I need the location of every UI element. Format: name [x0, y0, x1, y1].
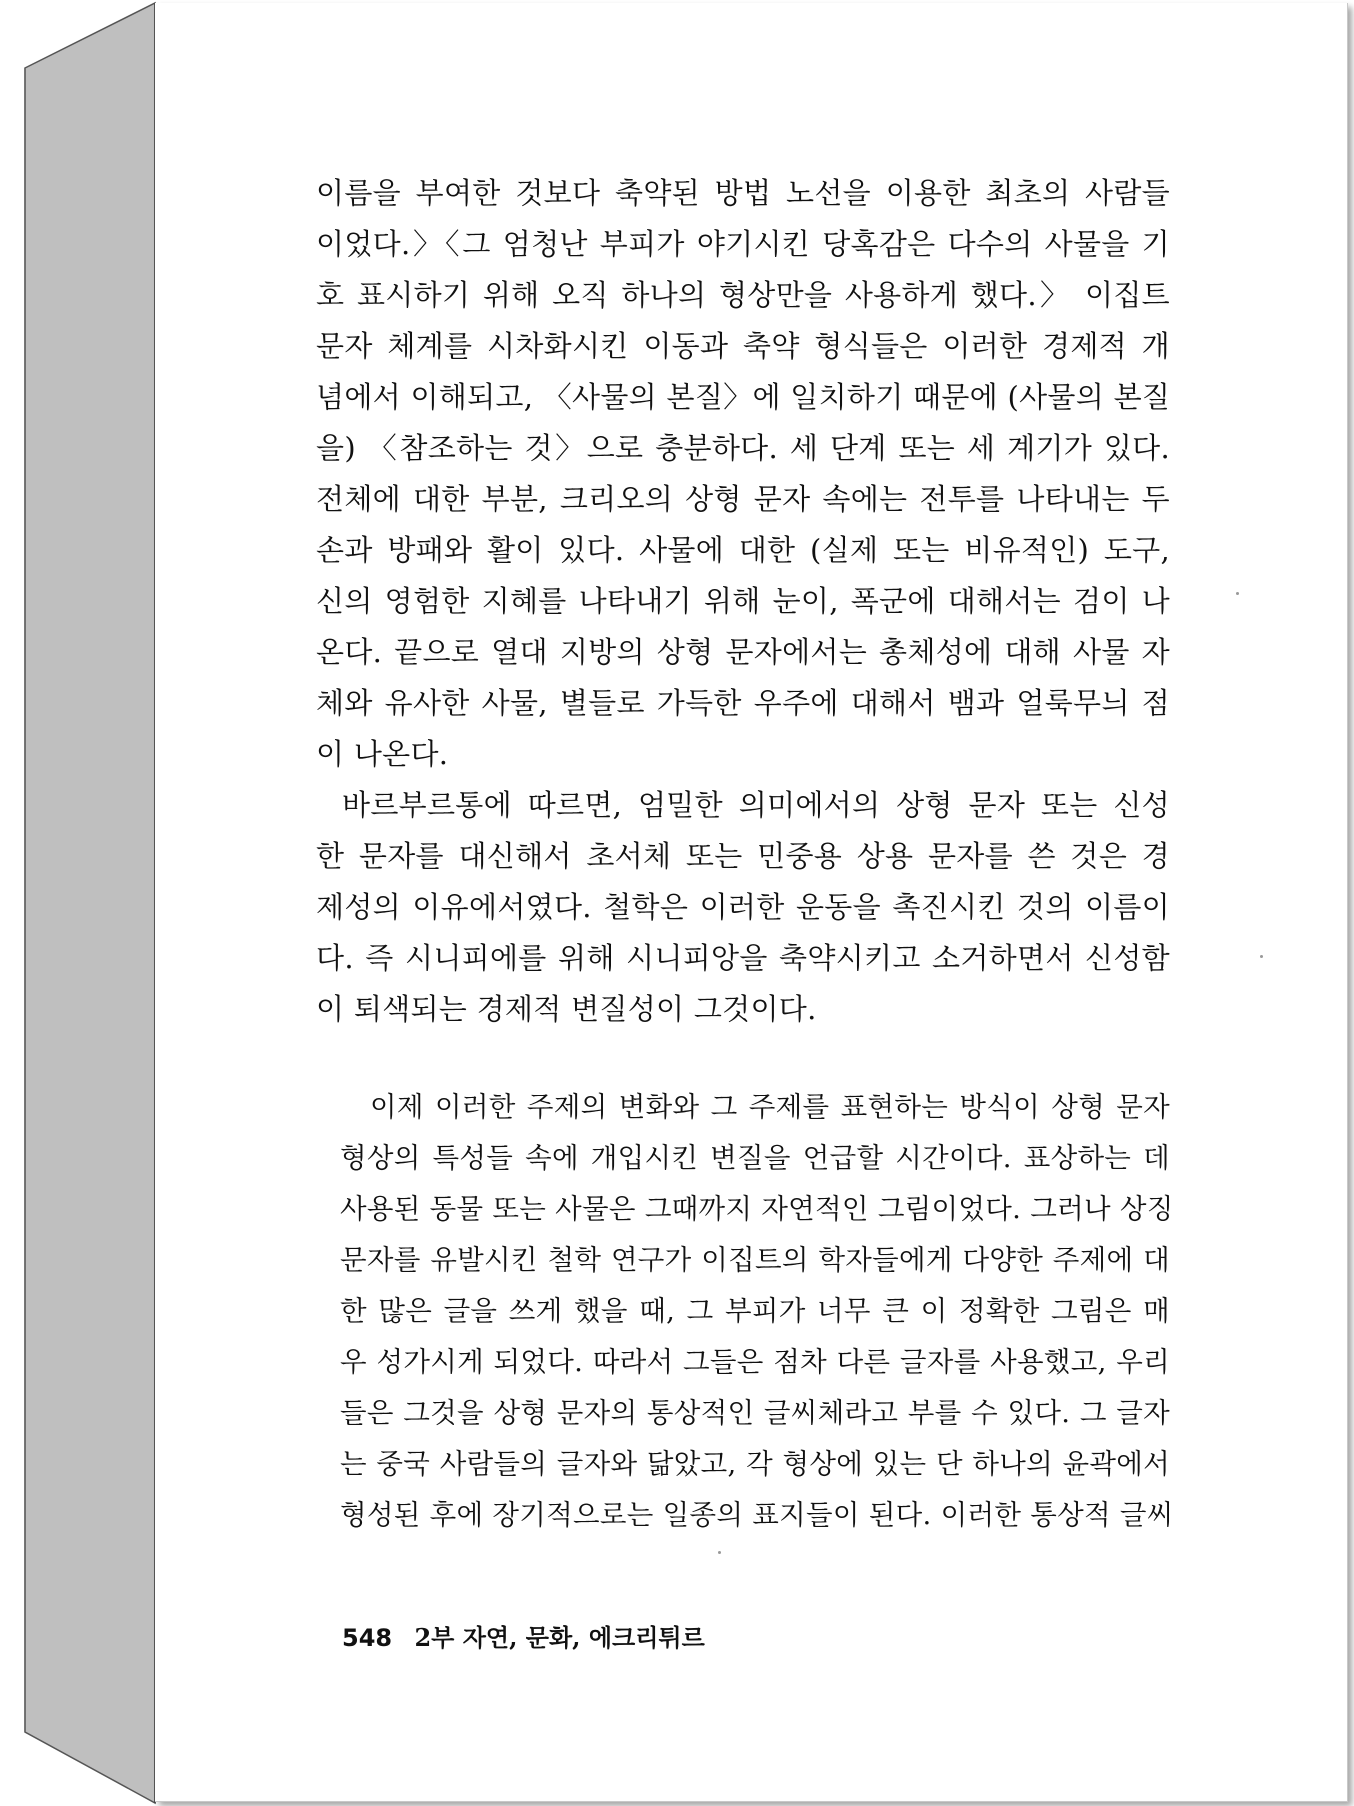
scan-speck — [1236, 592, 1239, 595]
text-line: 호 표시하기 위해 오직 하나의 형상만을 사용하게 했다.〉 이집트 — [316, 278, 1170, 312]
text-line: 사용된 동물 또는 사물은 그때까지 자연적인 그림이었다. 그러나 상징 — [340, 1193, 1174, 1225]
text-line: 문자 체계를 시차화시킨 이동과 축약 형식들은 이러한 경제적 개 — [316, 329, 1170, 363]
text-line: 손과 방패와 활이 있다. 사물에 대한 (실제 또는 비유적인) 도구, — [316, 533, 1170, 567]
text-line: 념에서 이해되고, 〈사물의 본질〉에 일치하기 때문에 (사물의 본질 — [316, 380, 1171, 414]
text-line: 우 성가시게 되었다. 따라서 그들은 점차 다른 글자를 사용했고, 우리 — [340, 1346, 1170, 1378]
quotation-block — [340, 1082, 1174, 1541]
page-number: 548 — [342, 1624, 393, 1652]
text-line: 다. 즉 시니피에를 위해 시니피앙을 축약시키고 소거하면서 신성함 — [316, 941, 1170, 975]
text-line: 는 중국 사람들의 글자와 닮았고, 각 형상에 있는 단 하나의 윤곽에서 — [340, 1448, 1170, 1480]
text-line: 형상의 특성들 속에 개입시킨 변질을 언급할 시간이다. 표상하는 데 — [340, 1142, 1170, 1174]
text-line: 한 많은 글을 쓰게 했을 때, 그 부피가 너무 큰 이 정확한 그림은 매 — [340, 1295, 1170, 1327]
scan-speck — [718, 1551, 721, 1554]
page-footer — [342, 1618, 705, 1653]
text-line: 문자를 유발시킨 철학 연구가 이집트의 학자들에게 다양한 주제에 대 — [340, 1244, 1170, 1276]
text-line: 이 나온다. — [316, 737, 449, 771]
text-line: 바르부르통에 따르면, 엄밀한 의미에서의 상형 문자 또는 신성 — [342, 788, 1170, 822]
text-line: 이 퇴색되는 경제적 변질성이 그것이다. — [316, 992, 817, 1026]
text-line: 을) 〈참조하는 것〉으로 충분하다. 세 단계 또는 세 계기가 있다. — [316, 431, 1170, 465]
text-line: 들은 그것을 상형 문자의 통상적인 글씨체라고 부를 수 있다. 그 글자 — [340, 1397, 1170, 1429]
paragraph-block-upper — [316, 168, 1170, 1035]
text-line: 체와 유사한 사물, 별들로 가득한 우주에 대해서 뱀과 얼룩무늬 점 — [316, 686, 1170, 720]
running-head: 2부 자연, 문화, 에크리튀르 — [414, 1623, 705, 1652]
text-line: 신의 영험한 지혜를 나타내기 위해 눈이, 폭군에 대해서는 검이 나 — [316, 584, 1170, 618]
text-line: 한 문자를 대신해서 초서체 또는 민중용 상용 문자를 쓴 것은 경 — [316, 839, 1170, 873]
text-line: 제성의 이유에서였다. 철학은 이러한 운동을 촉진시킨 것의 이름이 — [316, 890, 1170, 924]
scan-speck — [1260, 955, 1263, 958]
text-line: 형성된 후에 장기적으로는 일종의 표지들이 된다. 이러한 통상적 글씨 — [340, 1499, 1174, 1531]
text-line: 이었다.〉〈그 엄청난 부피가 야기시킨 당혹감은 다수의 사물을 기 — [316, 227, 1170, 261]
text-line: 전체에 대한 부분, 크리오의 상형 문자 속에는 전투를 나타내는 두 — [316, 482, 1170, 516]
text-line: 이제 이러한 주제의 변화와 그 주제를 표현하는 방식이 상형 문자 — [370, 1091, 1170, 1123]
text-line: 이름을 부여한 것보다 축약된 방법 노선을 이용한 최초의 사람들 — [316, 176, 1170, 210]
text-line: 온다. 끝으로 열대 지방의 상형 문자에서는 총체성에 대해 사물 자 — [316, 635, 1170, 669]
